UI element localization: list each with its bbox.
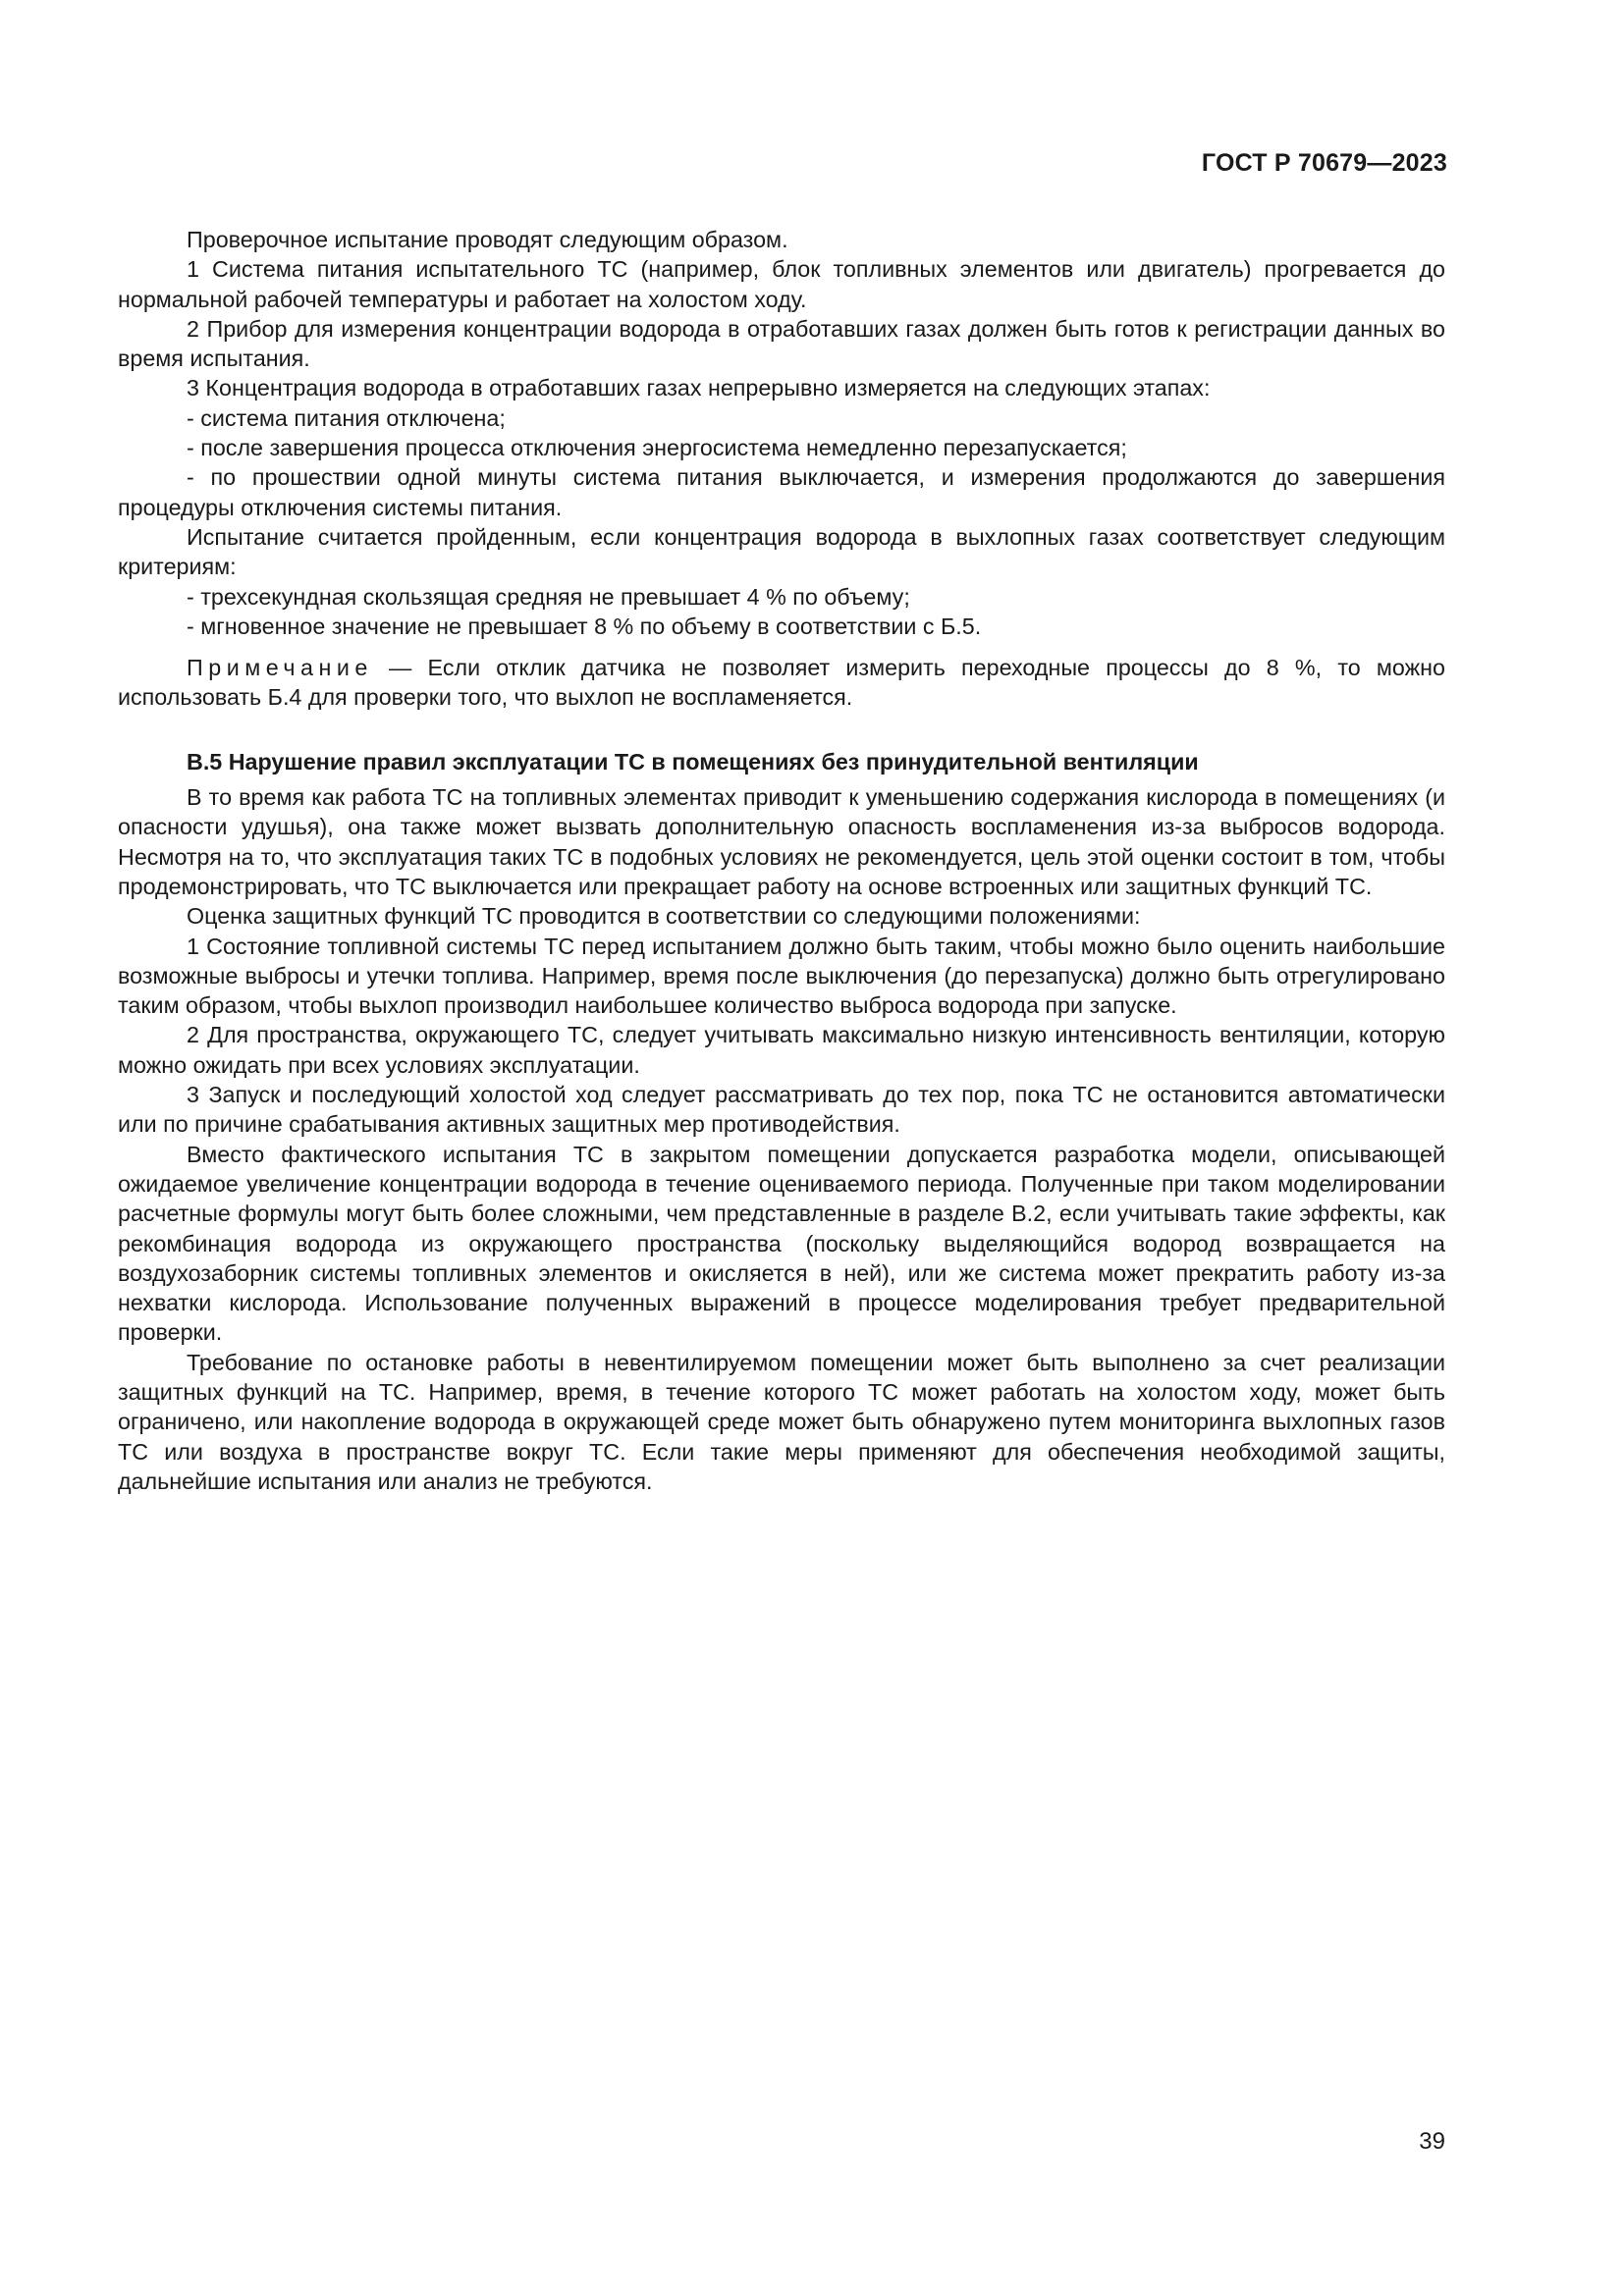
note (118, 653, 1445, 713)
list-item: - трехсекундная скользящая средняя не превышает 4 % по объему; (187, 583, 910, 610)
document-standard-number: ГОСТ Р 70679—2023 (1201, 149, 1447, 177)
section-heading: В.5 Нарушение правил эксплуатации ТС в помещениях без принудительной вентиляции (187, 748, 1199, 774)
paragraph: Вместо фактического испытания ТС в закрытом помещении допускается разработка модели, описывающей ожидаемое увеличение концентрации водорода в течение оцениваемого периода. Полученные при таком моделировании расчетные формулы могут быть более сложными, чем представленные в разделе В.2, если учитывать такие эффекты, как рекомбинация водорода из окружающего пространства (поскольку выделяющийся водород возвращается на воздухозаборник системы топливных элементов и окисляется в ней), или же система может прекратить работу из-за нехватки кислорода. Использование полученных выражений в процессе моделирования требует предварительной проверки. (118, 1141, 1445, 1346)
list-item: - мгновенное значение не превышает 8 % по объему в соответствии с Б.5. (187, 613, 982, 639)
paragraph: 2 Для пространства, окружающего ТС, следует учитывать максимально низкую интенсивность вентиляции, которую можно ожидать при всех условиях эксплуатации. (118, 1022, 1445, 1078)
paragraph: 1 Система питания испытательного ТС (например, блок топливных элементов или двигатель) прогревается до нормальной рабочей температуры и работает на холостом ходу. (118, 256, 1445, 312)
list-item: - система питания отключена; (187, 404, 506, 431)
paragraph: 2 Прибор для измерения концентрации водорода в отработавших газах должен быть готов к регистрации данных во время испытания. (118, 315, 1445, 372)
paragraph: 3 Запуск и последующий холостой ход следует рассматривать до тех пор, пока ТС не остановится автоматически или по причине срабатывания активных защитных мер противодействия. (118, 1082, 1445, 1138)
paragraph: Оценка защитных функций ТС проводится в соответствии со следующими положениями: (187, 903, 1141, 930)
paragraph: Проверочное испытание проводят следующим образом. (187, 227, 788, 252)
page-content (118, 225, 1445, 1496)
paragraph: 1 Состояние топливной системы ТС перед испытанием должно быть таким, чтобы можно было оценить наибольшие возможные выбросы и утечки топлива. Например, время после выключения (до перезапуска) должно быть отрегулировано таким образом, чтобы выхлоп производил наибольшее количество выброса водорода при запуске. (118, 933, 1445, 1019)
list-item: - по прошествии одной минуты система питания выключается, и измерения продолжаются до завершения процедуры отключения системы питания. (118, 464, 1445, 520)
paragraph: 3 Концентрация водорода в отработавших газах непрерывно измеряется на следующих этапах: (187, 375, 1211, 401)
page-number: 39 (1419, 2128, 1445, 2155)
paragraph: В то время как работа ТС на топливных элементах приводит к уменьшению содержания кислорода в помещениях (и опасности удушья), она также может вызвать дополнительную опасность воспламенения из-за выбросов водорода. Несмотря на то, что эксплуатация таких ТС в подобных условиях не рекомендуется, цель этой оценки состоит в том, чтобы продемонстрировать, что ТС выключается или прекращает работу на основе встроенных или защитных функций ТС. (118, 784, 1445, 899)
list-item: - после завершения процесса отключения энергосистема немедленно перезапускается; (187, 435, 1127, 461)
note-text: — Если отклик датчика не позволяет измерить переходные процессы до 8 %, то можно использовать Б.4 для проверки того, что выхлоп не воспламеняется. (118, 655, 1445, 711)
paragraph: Требование по остановке работы в невентилируемом помещении может быть выполнено за счет реализации защитных функций на ТС. Например, время, в течение которого ТС может работать на холостом ходу, может быть ограничено, или накопление водорода в окружающей среде может быть обнаружено путем мониторинга выхлопных газов ТС или воздуха в пространстве вокруг ТС. Если такие меры применяют для обеспечения необходимой защиты, дальнейшие испытания или анализ не требуются. (118, 1349, 1445, 1494)
note-label: Примечание (187, 655, 373, 681)
paragraph: Испытание считается пройденным, если концентрация водорода в выхлопных газах соответствует следующим критериям: (118, 523, 1445, 580)
